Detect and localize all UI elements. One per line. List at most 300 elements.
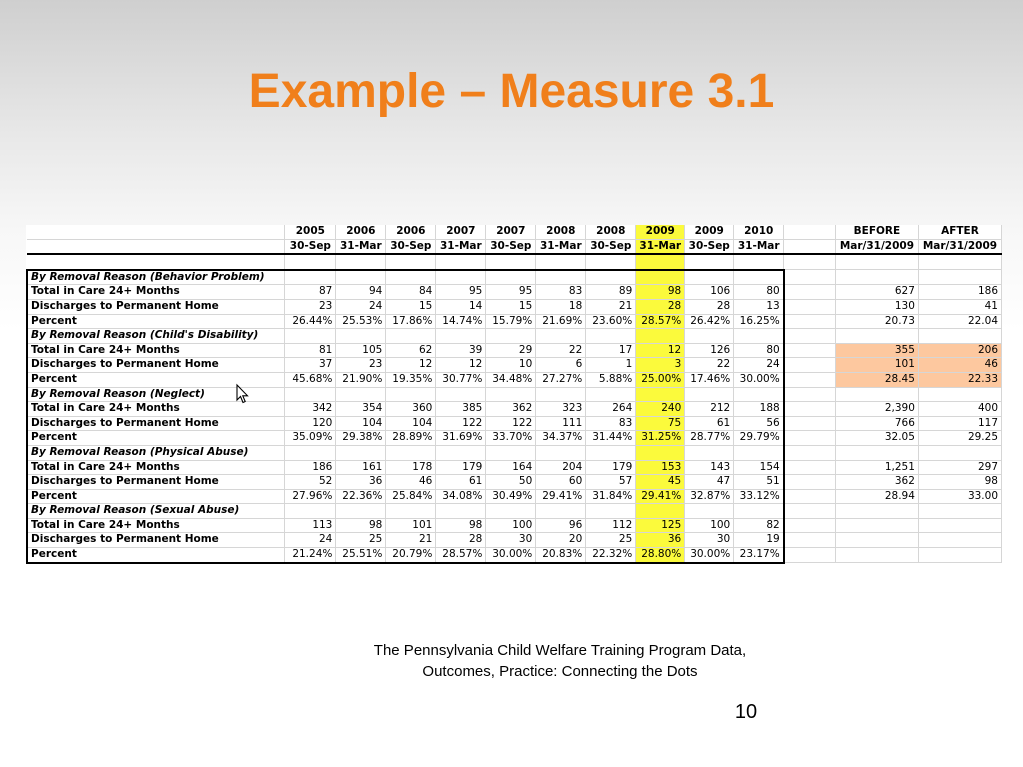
after-value: 206 xyxy=(918,343,1001,358)
table-row xyxy=(27,402,1002,417)
value-cell: 21 xyxy=(586,299,636,314)
value-cell: 45 xyxy=(636,475,685,490)
row-label: Total in Care 24+ Months xyxy=(27,402,285,417)
empty-cell xyxy=(386,504,436,519)
source-citation xyxy=(300,640,820,682)
empty-cell xyxy=(835,270,918,285)
value-cell: 61 xyxy=(436,475,486,490)
value-cell: 29.41% xyxy=(636,489,685,504)
value-cell: 122 xyxy=(436,416,486,431)
value-cell: 29.38% xyxy=(336,431,386,446)
value-cell: 30 xyxy=(486,533,536,548)
value-cell: 28.57% xyxy=(636,314,685,329)
date-header: 30-Sep xyxy=(586,239,636,254)
value-cell: 105 xyxy=(336,343,386,358)
date-header: 31-Mar xyxy=(636,239,685,254)
empty-cell xyxy=(336,329,386,344)
before-value: 355 xyxy=(835,343,918,358)
value-cell: 28.57% xyxy=(436,548,486,563)
value-cell: 12 xyxy=(436,358,486,373)
value-cell: 33.70% xyxy=(486,431,536,446)
value-cell: 100 xyxy=(685,518,734,533)
value-cell: 264 xyxy=(586,402,636,417)
value-cell: 28 xyxy=(636,299,685,314)
row-label: Percent xyxy=(27,548,285,563)
value-cell: 12 xyxy=(636,343,685,358)
empty-cell xyxy=(685,504,734,519)
value-cell: 34.08% xyxy=(436,489,486,504)
date-header: 30-Sep xyxy=(486,239,536,254)
value-cell: 56 xyxy=(734,416,784,431)
row-label: Discharges to Permanent Home xyxy=(27,358,285,373)
empty-cell xyxy=(486,329,536,344)
spacer-cell xyxy=(784,299,836,314)
value-cell: 360 xyxy=(386,402,436,417)
year-header: 2005 xyxy=(285,225,336,239)
after-value: 46 xyxy=(918,358,1001,373)
value-cell: 95 xyxy=(486,285,536,300)
empty-cell xyxy=(636,445,685,460)
value-cell: 30 xyxy=(685,533,734,548)
year-header: 2007 xyxy=(436,225,486,239)
value-cell: 80 xyxy=(734,343,784,358)
spacer-cell xyxy=(784,518,836,533)
value-cell: 153 xyxy=(636,460,685,475)
before-value: 1,251 xyxy=(835,460,918,475)
date-header: 31-Mar xyxy=(536,239,586,254)
empty-cell xyxy=(285,329,336,344)
before-value: 101 xyxy=(835,358,918,373)
row-label: Percent xyxy=(27,314,285,329)
row-label: Percent xyxy=(27,489,285,504)
empty-cell xyxy=(734,270,784,285)
empty-cell xyxy=(436,387,486,402)
empty-cell xyxy=(536,504,586,519)
value-cell: 23.60% xyxy=(586,314,636,329)
before-value: 20.73 xyxy=(835,314,918,329)
value-cell: 354 xyxy=(336,402,386,417)
value-cell: 6 xyxy=(536,358,586,373)
value-cell: 104 xyxy=(336,416,386,431)
value-cell: 17.46% xyxy=(685,372,734,387)
value-cell: 179 xyxy=(436,460,486,475)
empty-cell xyxy=(636,387,685,402)
empty-cell xyxy=(586,387,636,402)
value-cell: 22 xyxy=(685,358,734,373)
value-cell: 27.27% xyxy=(536,372,586,387)
value-cell: 12 xyxy=(386,358,436,373)
value-cell: 34.48% xyxy=(486,372,536,387)
value-cell: 16.25% xyxy=(734,314,784,329)
empty-cell xyxy=(386,254,436,270)
date-header: 30-Sep xyxy=(685,239,734,254)
value-cell: 23 xyxy=(336,358,386,373)
value-cell: 22 xyxy=(536,343,586,358)
value-cell: 20 xyxy=(536,533,586,548)
value-cell: 18 xyxy=(536,299,586,314)
value-cell: 61 xyxy=(685,416,734,431)
value-cell: 20.79% xyxy=(386,548,436,563)
before-value: 627 xyxy=(835,285,918,300)
value-cell: 83 xyxy=(536,285,586,300)
empty-cell xyxy=(918,504,1001,519)
value-cell: 188 xyxy=(734,402,784,417)
value-cell: 36 xyxy=(636,533,685,548)
value-cell: 30.77% xyxy=(436,372,486,387)
before-date-header: Mar/31/2009 xyxy=(835,239,918,254)
row-label: Percent xyxy=(27,372,285,387)
spacer-cell xyxy=(784,431,836,446)
value-cell: 23.17% xyxy=(734,548,784,563)
after-date-header: Mar/31/2009 xyxy=(918,239,1001,254)
before-value: 32.05 xyxy=(835,431,918,446)
after-value: 186 xyxy=(918,285,1001,300)
after-value: 117 xyxy=(918,416,1001,431)
value-cell: 98 xyxy=(336,518,386,533)
row-label: Total in Care 24+ Months xyxy=(27,343,285,358)
empty-cell xyxy=(636,270,685,285)
value-cell: 100 xyxy=(486,518,536,533)
before-value xyxy=(835,533,918,548)
value-cell: 21 xyxy=(386,533,436,548)
row-label: Percent xyxy=(27,431,285,446)
before-value xyxy=(835,518,918,533)
table-row xyxy=(27,299,1002,314)
empty-cell xyxy=(918,387,1001,402)
value-cell: 179 xyxy=(586,460,636,475)
source-line-2: Outcomes, Practice: Connecting the Dots xyxy=(422,663,698,680)
empty-cell xyxy=(386,387,436,402)
table-row xyxy=(27,372,1002,387)
empty-cell xyxy=(285,445,336,460)
value-cell: 50 xyxy=(486,475,536,490)
header-row-years xyxy=(27,225,1002,239)
value-cell: 29 xyxy=(486,343,536,358)
empty-cell xyxy=(486,504,536,519)
value-cell: 25.84% xyxy=(386,489,436,504)
empty-cell xyxy=(918,270,1001,285)
value-cell: 95 xyxy=(436,285,486,300)
value-cell: 122 xyxy=(486,416,536,431)
value-cell: 17 xyxy=(586,343,636,358)
date-header: 31-Mar xyxy=(436,239,486,254)
empty-cell xyxy=(586,270,636,285)
table-row xyxy=(27,475,1002,490)
value-cell: 37 xyxy=(285,358,336,373)
empty-cell xyxy=(685,254,734,270)
empty-cell xyxy=(436,270,486,285)
value-cell: 178 xyxy=(386,460,436,475)
value-cell: 87 xyxy=(285,285,336,300)
empty-cell xyxy=(784,254,836,270)
empty-cell xyxy=(685,387,734,402)
value-cell: 36 xyxy=(336,475,386,490)
empty-cell xyxy=(586,329,636,344)
value-cell: 29.41% xyxy=(536,489,586,504)
value-cell: 15 xyxy=(486,299,536,314)
value-cell: 24 xyxy=(734,358,784,373)
value-cell: 106 xyxy=(685,285,734,300)
empty-cell xyxy=(685,445,734,460)
spacer-cell xyxy=(784,445,836,460)
value-cell: 81 xyxy=(285,343,336,358)
row-label: Discharges to Permanent Home xyxy=(27,533,285,548)
before-value: 766 xyxy=(835,416,918,431)
empty-cell xyxy=(918,254,1001,270)
value-cell: 28.89% xyxy=(386,431,436,446)
empty-cell xyxy=(336,445,386,460)
value-cell: 362 xyxy=(486,402,536,417)
value-cell: 15.79% xyxy=(486,314,536,329)
spacer-cell xyxy=(784,270,836,285)
row-label: Discharges to Permanent Home xyxy=(27,299,285,314)
empty-cell xyxy=(386,329,436,344)
value-cell: 15 xyxy=(386,299,436,314)
before-value: 130 xyxy=(835,299,918,314)
table-row xyxy=(27,533,1002,548)
empty-cell xyxy=(835,504,918,519)
value-cell: 25.53% xyxy=(336,314,386,329)
date-header: 30-Sep xyxy=(285,239,336,254)
empty-cell xyxy=(285,254,336,270)
value-cell: 35.09% xyxy=(285,431,336,446)
year-header: 2008 xyxy=(536,225,586,239)
spacer-cell xyxy=(784,358,836,373)
value-cell: 19 xyxy=(734,533,784,548)
value-cell: 21.24% xyxy=(285,548,336,563)
value-cell: 52 xyxy=(285,475,336,490)
spacer-cell xyxy=(784,387,836,402)
table-row xyxy=(27,431,1002,446)
empty-cell xyxy=(835,329,918,344)
before-value: 362 xyxy=(835,475,918,490)
empty-cell xyxy=(734,445,784,460)
value-cell: 28 xyxy=(685,299,734,314)
empty-cell xyxy=(436,504,486,519)
empty-cell xyxy=(486,270,536,285)
table-row xyxy=(27,416,1002,431)
value-cell: 39 xyxy=(436,343,486,358)
value-cell: 111 xyxy=(536,416,586,431)
empty-cell xyxy=(636,329,685,344)
value-cell: 10 xyxy=(486,358,536,373)
value-cell: 28.77% xyxy=(685,431,734,446)
value-cell: 34.37% xyxy=(536,431,586,446)
data-table xyxy=(26,225,1002,564)
empty-cell xyxy=(835,254,918,270)
row-label: Total in Care 24+ Months xyxy=(27,460,285,475)
table-row xyxy=(27,489,1002,504)
value-cell: 83 xyxy=(586,416,636,431)
value-cell: 46 xyxy=(386,475,436,490)
spacer-cell xyxy=(784,416,836,431)
value-cell: 186 xyxy=(285,460,336,475)
before-value xyxy=(835,548,918,563)
spacer-cell xyxy=(784,285,836,300)
value-cell: 51 xyxy=(734,475,784,490)
value-cell: 45.68% xyxy=(285,372,336,387)
row-label: Discharges to Permanent Home xyxy=(27,416,285,431)
value-cell: 25 xyxy=(336,533,386,548)
value-cell: 31.84% xyxy=(586,489,636,504)
before-value: 2,390 xyxy=(835,402,918,417)
value-cell: 57 xyxy=(586,475,636,490)
value-cell: 80 xyxy=(734,285,784,300)
value-cell: 47 xyxy=(685,475,734,490)
value-cell: 19.35% xyxy=(386,372,436,387)
value-cell: 26.42% xyxy=(685,314,734,329)
empty-cell xyxy=(336,504,386,519)
value-cell: 21.90% xyxy=(336,372,386,387)
row-label: Total in Care 24+ Months xyxy=(27,518,285,533)
section-heading: By Removal Reason (Child's Disability) xyxy=(27,329,285,344)
table-row xyxy=(27,548,1002,563)
value-cell: 20.83% xyxy=(536,548,586,563)
before-value: 28.45 xyxy=(835,372,918,387)
empty-cell xyxy=(734,504,784,519)
year-header: 2008 xyxy=(586,225,636,239)
empty-cell xyxy=(636,254,685,270)
empty-cell xyxy=(486,445,536,460)
empty-cell xyxy=(336,387,386,402)
value-cell: 75 xyxy=(636,416,685,431)
spacer-cell xyxy=(784,489,836,504)
spacer-cell xyxy=(784,402,836,417)
spacer-cell xyxy=(784,533,836,548)
value-cell: 3 xyxy=(636,358,685,373)
year-header: 2009 xyxy=(636,225,685,239)
value-cell: 89 xyxy=(586,285,636,300)
value-cell: 212 xyxy=(685,402,734,417)
section-header-row xyxy=(27,387,1002,402)
date-header: 30-Sep xyxy=(386,239,436,254)
empty-cell xyxy=(285,387,336,402)
value-cell: 240 xyxy=(636,402,685,417)
section-heading: By Removal Reason (Sexual Abuse) xyxy=(27,504,285,519)
slide-title: Example – Measure 3.1 xyxy=(248,65,775,118)
value-cell: 82 xyxy=(734,518,784,533)
value-cell: 24 xyxy=(336,299,386,314)
value-cell: 26.44% xyxy=(285,314,336,329)
value-cell: 143 xyxy=(685,460,734,475)
spacer-cell xyxy=(784,372,836,387)
empty-cell xyxy=(536,329,586,344)
blank-row xyxy=(27,254,1002,270)
table-row xyxy=(27,285,1002,300)
value-cell: 1 xyxy=(586,358,636,373)
value-cell: 30.00% xyxy=(685,548,734,563)
empty-cell xyxy=(734,329,784,344)
row-label: Discharges to Permanent Home xyxy=(27,475,285,490)
row-label: Total in Care 24+ Months xyxy=(27,285,285,300)
section-header-row xyxy=(27,504,1002,519)
empty-cell xyxy=(918,329,1001,344)
value-cell: 21.69% xyxy=(536,314,586,329)
value-cell: 30.00% xyxy=(734,372,784,387)
value-cell: 28.80% xyxy=(636,548,685,563)
page-number: 10 xyxy=(734,701,758,723)
section-heading: By Removal Reason (Behavior Problem) xyxy=(27,270,285,285)
value-cell: 84 xyxy=(386,285,436,300)
value-cell: 154 xyxy=(734,460,784,475)
header-row-dates xyxy=(27,239,1002,254)
value-cell: 101 xyxy=(386,518,436,533)
table-row xyxy=(27,314,1002,329)
empty-cell xyxy=(27,254,285,270)
year-header: 2007 xyxy=(486,225,536,239)
empty-cell xyxy=(536,387,586,402)
spacer-cell xyxy=(784,548,836,563)
value-cell: 13 xyxy=(734,299,784,314)
value-cell: 60 xyxy=(536,475,586,490)
value-cell: 24 xyxy=(285,533,336,548)
value-cell: 385 xyxy=(436,402,486,417)
value-cell: 25.00% xyxy=(636,372,685,387)
value-cell: 25.51% xyxy=(336,548,386,563)
section-heading: By Removal Reason (Physical Abuse) xyxy=(27,445,285,460)
spacer-cell xyxy=(784,343,836,358)
value-cell: 23 xyxy=(285,299,336,314)
value-cell: 98 xyxy=(436,518,486,533)
after-value: 41 xyxy=(918,299,1001,314)
spacer-cell xyxy=(784,475,836,490)
mouse-cursor-icon xyxy=(236,384,249,404)
value-cell: 204 xyxy=(536,460,586,475)
header-label-cell xyxy=(27,239,285,254)
spacer-cell xyxy=(784,329,836,344)
value-cell: 98 xyxy=(636,285,685,300)
empty-cell xyxy=(918,445,1001,460)
spacer-cell xyxy=(784,460,836,475)
before-header: BEFORE xyxy=(835,225,918,239)
section-header-row xyxy=(27,329,1002,344)
after-value: 400 xyxy=(918,402,1001,417)
empty-cell xyxy=(436,445,486,460)
value-cell: 164 xyxy=(486,460,536,475)
before-value: 28.94 xyxy=(835,489,918,504)
section-header-row xyxy=(27,270,1002,285)
value-cell: 33.12% xyxy=(734,489,784,504)
empty-cell xyxy=(586,445,636,460)
value-cell: 62 xyxy=(386,343,436,358)
value-cell: 5.88% xyxy=(586,372,636,387)
header-label-cell xyxy=(27,225,285,239)
value-cell: 342 xyxy=(285,402,336,417)
value-cell: 17.86% xyxy=(386,314,436,329)
value-cell: 112 xyxy=(586,518,636,533)
value-cell: 126 xyxy=(685,343,734,358)
value-cell: 94 xyxy=(336,285,386,300)
value-cell: 120 xyxy=(285,416,336,431)
empty-cell xyxy=(835,387,918,402)
year-header: 2010 xyxy=(734,225,784,239)
after-header: AFTER xyxy=(918,225,1001,239)
table-row xyxy=(27,343,1002,358)
section-heading: By Removal Reason (Neglect) xyxy=(27,387,285,402)
value-cell: 104 xyxy=(386,416,436,431)
after-value: 98 xyxy=(918,475,1001,490)
section-header-row xyxy=(27,445,1002,460)
source-line-1: The Pennsylvania Child Welfare Training Program Data, xyxy=(373,642,747,659)
spacer-cell xyxy=(784,225,836,239)
value-cell: 28 xyxy=(436,533,486,548)
after-value: 22.33 xyxy=(918,372,1001,387)
value-cell: 32.87% xyxy=(685,489,734,504)
value-cell: 27.96% xyxy=(285,489,336,504)
spacer-cell xyxy=(784,314,836,329)
value-cell: 113 xyxy=(285,518,336,533)
spacer-cell xyxy=(784,239,836,254)
